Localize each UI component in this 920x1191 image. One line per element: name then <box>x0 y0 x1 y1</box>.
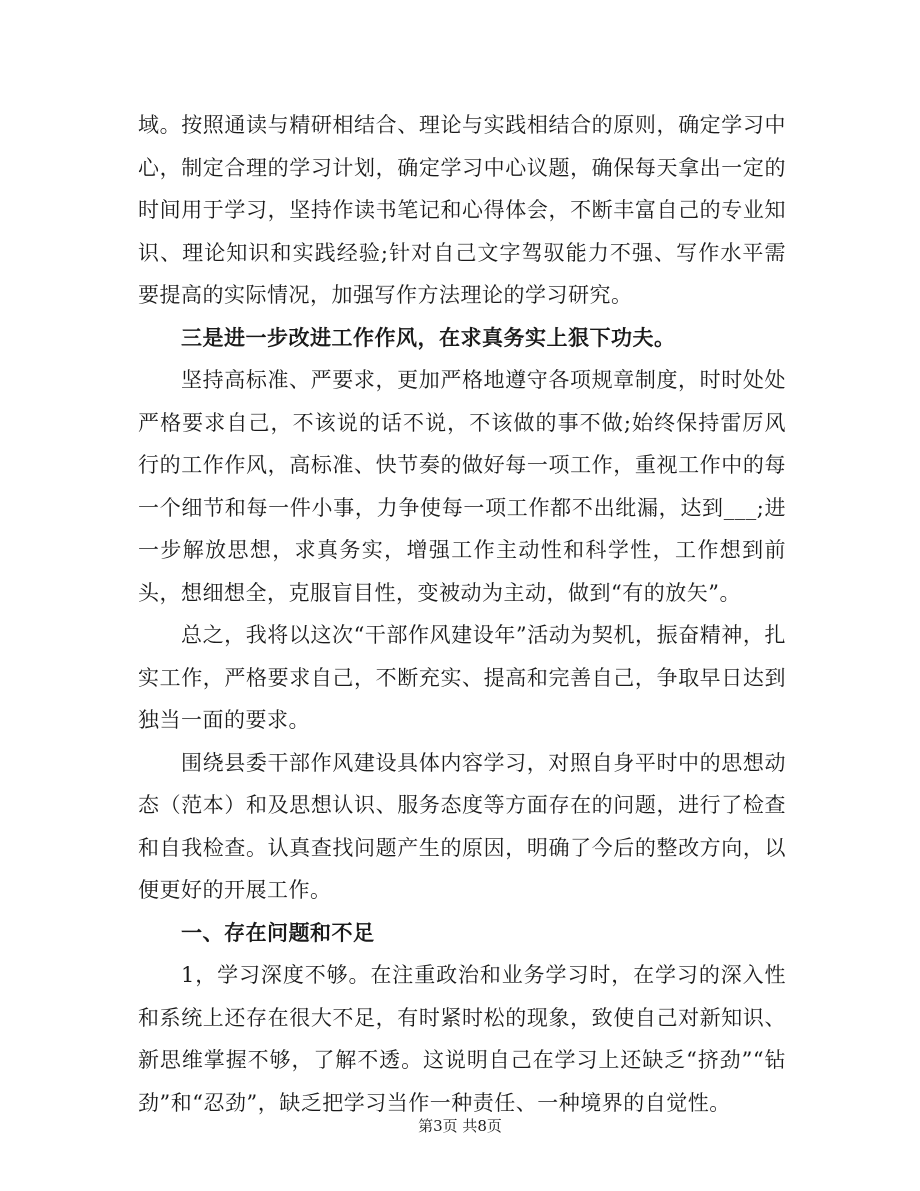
paragraph-self-check-intro: 围绕县委干部作风建设具体内容学习，对照自身平时中的思想动态（范本）和及思想认识、服务态度等方面存在的问题，进行了检查和自我检查。认真查找问题产生的原因，明确了今后的整改方向，以便更好的开展工作。 <box>138 750 786 902</box>
paragraph-continuation: 域。按照通读与精研相结合、理论与实践相结合的原则，确定学习中心，制定合理的学习计划，确定学习中心议题，确保每天拿出一定的时间用于学习，坚持作读书笔记和心得体会，不断丰富自己的专业知识、理论知识和实践经验;针对自己文字驾驭能力不强、写作水平需要提高的实际情况，加强写作方法理论的学习研究。 <box>138 113 786 307</box>
paragraph-work-style: 坚持高标准、严要求，更加严格地遵守各项规章制度，时时处处严格要求自己，不该说的话不说，不该做的事不做;始终保持雷厉风行的工作作风，高标准、快节奏的做好每一项工作，重视工作中的每一个细节和每一件小事，力争使每一项工作都不出纰漏，达到___;进一步解放思想，求真务实，增强工作主动性和科学性，工作想到前头，想细想全，克服盲目性，变被动为主动，做到“有的放矢”。 <box>138 368 786 605</box>
section-heading-work-style: 三是进一步改进工作作风，在求真务实上狠下功夫。 <box>181 324 676 350</box>
document-body <box>138 104 786 1124</box>
section-heading-problems: 一、存在问题和不足 <box>181 919 375 945</box>
page-number-footer: 第3页 共8页 <box>418 1117 502 1135</box>
paragraph-conclusion: 总之，我将以这次“干部作风建设年”活动为契机，振奋精神，扎实工作，严格要求自己，不断充实、提高和完善自己，争取早日达到独当一面的要求。 <box>138 623 786 732</box>
paragraph-problem-1: 1，学习深度不够。在注重政治和业务学习时，在学习的深入性和系统上还存在很大不足，有时紧时松的现象，致使自己对新知识、新思维掌握不够，了解不透。这说明自己在学习上还缺乏“挤劲”“钻劲”和“忍劲”，缺乏把学习当作一种责任、一种境界的自觉性。 <box>138 963 786 1115</box>
